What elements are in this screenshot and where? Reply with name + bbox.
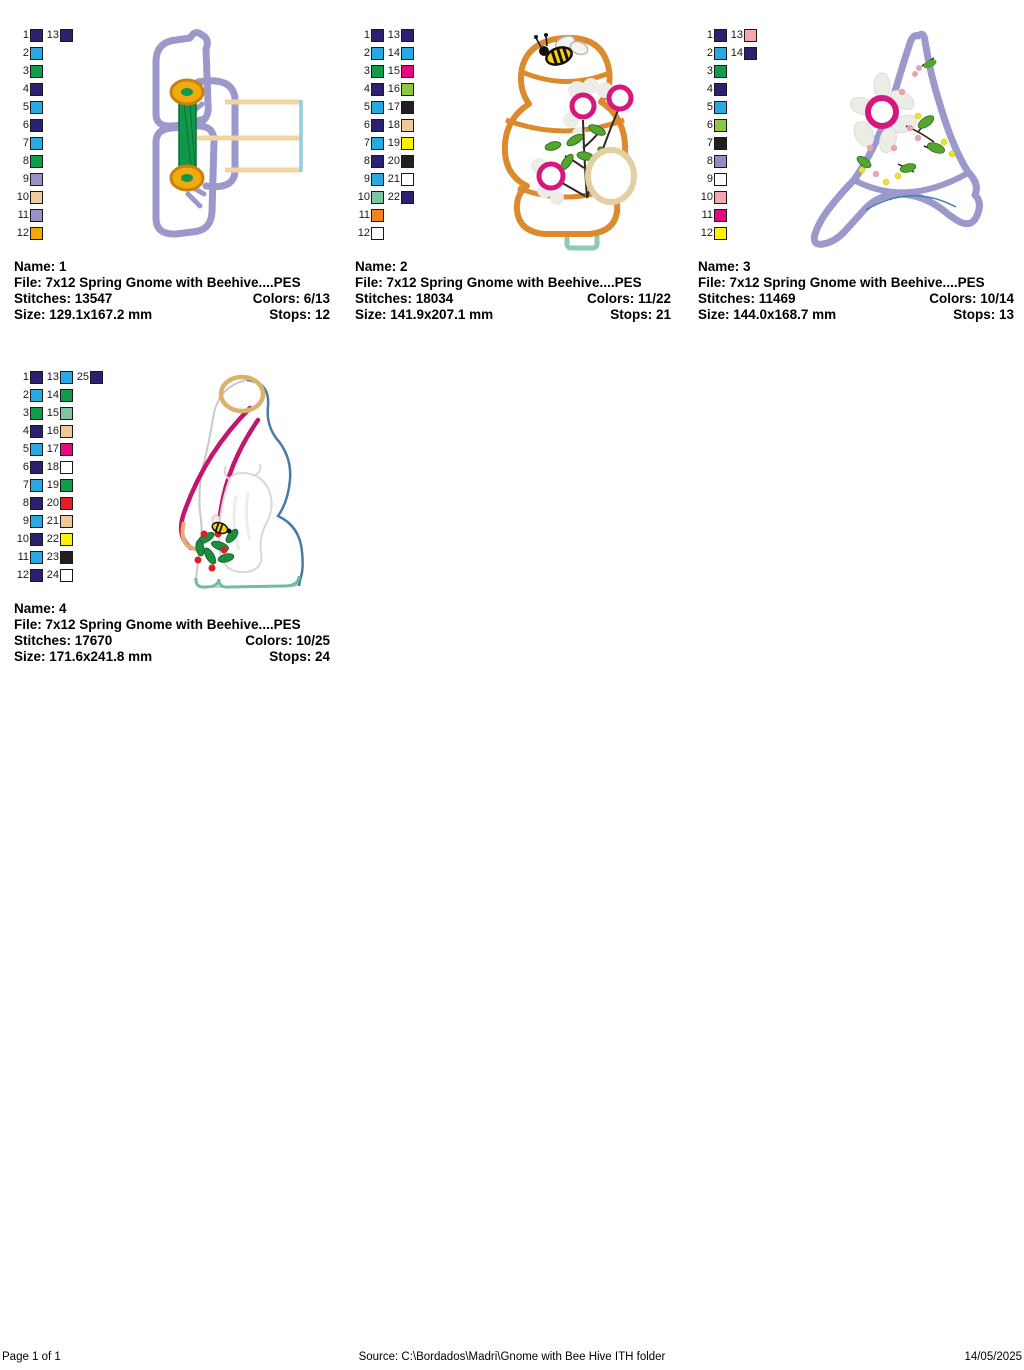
palette-entry: [698, 152, 728, 170]
palette-entry: [355, 152, 385, 170]
design-info: [14, 259, 330, 323]
palette-entry: [44, 440, 74, 458]
design-size: Size: 171.6x241.8 mm: [14, 649, 153, 664]
thread-color-swatch: [744, 47, 757, 60]
palette-entry: [14, 26, 44, 44]
design-card-2: [355, 24, 671, 324]
design-stops: Stops: 12: [269, 307, 330, 322]
design-stitches: Stitches: 17670: [14, 633, 113, 648]
palette-entry: [698, 116, 728, 134]
thread-color-swatch: [30, 47, 43, 60]
palette-entry: [14, 224, 44, 242]
thread-color-swatch: [30, 137, 43, 150]
thread-color-swatch: [30, 173, 43, 186]
palette-entry: [14, 494, 44, 512]
palette-entry: [44, 512, 74, 530]
thread-number: 7: [363, 137, 370, 149]
palette-entry: [698, 134, 728, 152]
palette-entry: [698, 188, 728, 206]
thread-color-swatch: [30, 443, 43, 456]
thread-number: 3: [363, 65, 370, 77]
thread-color-swatch: [714, 101, 727, 114]
palette-entry: [44, 422, 74, 440]
design-file: File: 7x12 Spring Gnome with Beehive....PES: [355, 275, 642, 290]
thread-color-swatch: [401, 101, 414, 114]
thread-color-swatch: [60, 461, 73, 474]
thread-number: 8: [706, 155, 713, 167]
palette-entry: [14, 548, 44, 566]
thread-color-swatch: [371, 209, 384, 222]
thread-color-swatch: [401, 119, 414, 132]
palette-entry: [698, 62, 728, 80]
thread-number: 12: [357, 227, 370, 239]
palette-entry: [44, 530, 74, 548]
thread-color-swatch: [30, 569, 43, 582]
design-colors: Colors: 10/14: [929, 291, 1014, 306]
palette-entry: [698, 206, 728, 224]
thread-number: 7: [22, 479, 29, 491]
beehive-drawing: [487, 28, 652, 252]
thread-number: 5: [22, 101, 29, 113]
palette-entry: [14, 368, 44, 386]
thread-number: 15: [46, 407, 59, 419]
thread-color-swatch: [60, 389, 73, 402]
thread-number: 14: [46, 389, 59, 401]
design-info: [355, 259, 671, 323]
thread-number: 12: [700, 227, 713, 239]
thread-number: 13: [46, 371, 59, 383]
thread-color-swatch: [30, 533, 43, 546]
thread-color-swatch: [714, 137, 727, 150]
thread-number: 9: [706, 173, 713, 185]
thread-color-swatch: [401, 47, 414, 60]
design-file: File: 7x12 Spring Gnome with Beehive....PES: [698, 275, 985, 290]
thread-number: 12: [16, 569, 29, 581]
palette-entry: [385, 98, 415, 116]
palette-entry: [355, 26, 385, 44]
thread-number: 6: [22, 119, 29, 131]
thread-color-swatch: [60, 371, 73, 384]
thread-color-swatch: [60, 425, 73, 438]
thread-number: 11: [701, 209, 713, 221]
thread-number: 3: [22, 65, 29, 77]
thread-color-swatch: [30, 551, 43, 564]
palette-entry: [14, 134, 44, 152]
thread-color-swatch: [30, 65, 43, 78]
thread-color-palette: [14, 368, 104, 584]
thread-color-swatch: [30, 407, 43, 420]
palette-entry: [44, 26, 74, 44]
thread-number: 18: [46, 461, 59, 473]
thread-color-swatch: [371, 227, 384, 240]
thread-color-palette: [355, 26, 415, 242]
thread-number: 10: [700, 191, 713, 203]
date-label: 14/05/2025: [964, 1351, 1022, 1363]
thread-color-swatch: [60, 515, 73, 528]
design-name: Name: 1: [14, 259, 67, 274]
gnome-body-drawing: [140, 28, 335, 250]
palette-entry: [385, 134, 415, 152]
palette-entry: [44, 494, 74, 512]
thread-number: 24: [46, 569, 59, 581]
design-stops: Stops: 13: [953, 307, 1014, 322]
thread-number: 13: [46, 29, 59, 41]
thread-number: 16: [46, 425, 59, 437]
thread-number: 8: [22, 497, 29, 509]
thread-color-swatch: [30, 155, 43, 168]
palette-entry: [44, 548, 74, 566]
palette-entry: [14, 80, 44, 98]
thread-color-swatch: [371, 101, 384, 114]
palette-entry: [385, 152, 415, 170]
thread-number: 11: [358, 209, 370, 221]
design-size: Size: 129.1x167.2 mm: [14, 307, 153, 322]
palette-entry: [698, 98, 728, 116]
design-stops: Stops: 24: [269, 649, 330, 664]
palette-entry: [14, 476, 44, 494]
palette-entry: [355, 98, 385, 116]
thread-number: 6: [706, 119, 713, 131]
design-colors: Colors: 10/25: [245, 633, 330, 648]
palette-entry: [44, 566, 74, 584]
thread-number: 21: [387, 173, 400, 185]
thread-color-swatch: [714, 227, 727, 240]
thread-color-swatch: [60, 551, 73, 564]
palette-entry: [74, 368, 104, 386]
design-info: [14, 601, 330, 665]
palette-entry: [728, 44, 758, 62]
thread-color-swatch: [30, 389, 43, 402]
thread-number: 21: [46, 515, 59, 527]
palette-entry: [698, 224, 728, 242]
thread-color-swatch: [30, 461, 43, 474]
thread-color-swatch: [371, 65, 384, 78]
thread-number: 8: [363, 155, 370, 167]
thread-number: 20: [387, 155, 400, 167]
thread-number: 14: [730, 47, 743, 59]
thread-color-swatch: [371, 83, 384, 96]
thread-color-swatch: [30, 209, 43, 222]
gnome-full-drawing: [154, 368, 344, 592]
thread-color-swatch: [30, 479, 43, 492]
design-stitches: Stitches: 18034: [355, 291, 454, 306]
palette-entry: [698, 44, 728, 62]
thread-number: 19: [387, 137, 400, 149]
page-number: Page 1 of 1: [2, 1351, 61, 1363]
palette-entry: [385, 80, 415, 98]
thread-color-swatch: [371, 119, 384, 132]
thread-number: 9: [363, 173, 370, 185]
thread-number: 6: [363, 119, 370, 131]
palette-entry: [385, 188, 415, 206]
page-footer: [0, 1351, 1024, 1367]
thread-number: 25: [76, 371, 89, 383]
gnome-hat-artwork: [806, 30, 990, 252]
thread-color-swatch: [371, 47, 384, 60]
thread-color-swatch: [401, 191, 414, 204]
thread-color-swatch: [714, 119, 727, 132]
thread-number: 2: [22, 389, 29, 401]
palette-entry: [14, 404, 44, 422]
thread-color-swatch: [30, 29, 43, 42]
thread-color-swatch: [371, 191, 384, 204]
design-name: Name: 2: [355, 259, 408, 274]
thread-color-swatch: [401, 65, 414, 78]
palette-entry: [14, 512, 44, 530]
palette-entry: [14, 62, 44, 80]
palette-entry: [385, 26, 415, 44]
palette-entry: [14, 152, 44, 170]
palette-entry: [14, 170, 44, 188]
thread-number: 22: [387, 191, 400, 203]
thread-color-swatch: [60, 479, 73, 492]
palette-entry: [355, 62, 385, 80]
design-file: File: 7x12 Spring Gnome with Beehive....PES: [14, 617, 301, 632]
palette-entry: [14, 44, 44, 62]
thread-number: 1: [22, 29, 29, 41]
palette-entry: [698, 26, 728, 44]
palette-entry: [355, 134, 385, 152]
thread-number: 10: [16, 533, 29, 545]
thread-color-swatch: [60, 533, 73, 546]
thread-number: 10: [16, 191, 29, 203]
palette-entry: [14, 530, 44, 548]
palette-entry: [14, 440, 44, 458]
design-size: Size: 141.9x207.1 mm: [355, 307, 494, 322]
thread-number: 4: [22, 425, 29, 437]
thread-number: 13: [387, 29, 400, 41]
palette-entry: [44, 368, 74, 386]
gnome-full-artwork: [154, 368, 344, 592]
palette-entry: [728, 26, 758, 44]
gnome-body-artwork: [140, 28, 335, 250]
thread-color-swatch: [714, 47, 727, 60]
thread-color-swatch: [744, 29, 757, 42]
thread-number: 17: [387, 101, 400, 113]
palette-entry: [355, 44, 385, 62]
thread-number: 10: [357, 191, 370, 203]
palette-entry: [355, 206, 385, 224]
thread-color-swatch: [401, 155, 414, 168]
thread-number: 12: [16, 227, 29, 239]
thread-number: 17: [46, 443, 59, 455]
thread-color-swatch: [30, 371, 43, 384]
thread-color-swatch: [401, 137, 414, 150]
thread-color-swatch: [714, 191, 727, 204]
design-name: Name: 3: [698, 259, 751, 274]
thread-color-swatch: [401, 173, 414, 186]
thread-number: 14: [387, 47, 400, 59]
palette-entry: [14, 566, 44, 584]
palette-entry: [44, 476, 74, 494]
design-card-4: [14, 366, 330, 666]
design-file: File: 7x12 Spring Gnome with Beehive....PES: [14, 275, 301, 290]
thread-color-swatch: [30, 515, 43, 528]
thread-number: 2: [363, 47, 370, 59]
palette-entry: [355, 170, 385, 188]
thread-number: 11: [17, 209, 29, 221]
thread-number: 4: [363, 83, 370, 95]
thread-number: 2: [22, 47, 29, 59]
thread-color-swatch: [60, 443, 73, 456]
thread-number: 16: [387, 83, 400, 95]
thread-color-swatch: [60, 407, 73, 420]
palette-entry: [698, 170, 728, 188]
thread-number: 9: [22, 173, 29, 185]
thread-color-swatch: [714, 173, 727, 186]
thread-color-swatch: [714, 83, 727, 96]
thread-number: 4: [22, 83, 29, 95]
thread-number: 2: [706, 47, 713, 59]
thread-number: 8: [22, 155, 29, 167]
thread-color-swatch: [714, 65, 727, 78]
design-card-1: [14, 24, 330, 324]
thread-number: 7: [22, 137, 29, 149]
gnome-hat-drawing: [806, 30, 990, 252]
beehive-artwork: [487, 28, 652, 252]
design-stops: Stops: 21: [610, 307, 671, 322]
thread-color-swatch: [401, 83, 414, 96]
thread-color-swatch: [30, 497, 43, 510]
thread-color-palette: [14, 26, 74, 242]
palette-entry: [385, 44, 415, 62]
design-stitches: Stitches: 11469: [698, 291, 796, 306]
thread-number: 11: [17, 551, 29, 563]
palette-entry: [44, 458, 74, 476]
design-colors: Colors: 6/13: [252, 291, 330, 306]
thread-number: 15: [387, 65, 400, 77]
thread-color-swatch: [60, 29, 73, 42]
palette-entry: [14, 188, 44, 206]
thread-number: 1: [22, 371, 29, 383]
palette-entry: [698, 80, 728, 98]
thread-color-swatch: [30, 119, 43, 132]
thread-color-swatch: [371, 173, 384, 186]
palette-entry: [355, 224, 385, 242]
design-name: Name: 4: [14, 601, 67, 616]
thread-number: 19: [46, 479, 59, 491]
thread-number: 20: [46, 497, 59, 509]
palette-entry: [385, 170, 415, 188]
thread-number: 5: [363, 101, 370, 113]
palette-entry: [385, 62, 415, 80]
thread-color-swatch: [30, 425, 43, 438]
thread-color-swatch: [714, 209, 727, 222]
thread-color-swatch: [60, 497, 73, 510]
thread-number: 6: [22, 461, 29, 473]
design-size: Size: 144.0x168.7 mm: [698, 307, 837, 322]
thread-number: 5: [22, 443, 29, 455]
thread-number: 22: [46, 533, 59, 545]
thread-number: 3: [22, 407, 29, 419]
thread-number: 13: [730, 29, 743, 41]
design-stitches: Stitches: 13547: [14, 291, 113, 306]
palette-entry: [355, 116, 385, 134]
palette-entry: [14, 116, 44, 134]
thread-number: 1: [363, 29, 370, 41]
thread-color-swatch: [371, 29, 384, 42]
palette-entry: [14, 458, 44, 476]
thread-color-swatch: [30, 101, 43, 114]
design-colors: Colors: 11/22: [586, 291, 671, 306]
thread-color-swatch: [714, 155, 727, 168]
thread-color-swatch: [90, 371, 103, 384]
thread-color-swatch: [30, 191, 43, 204]
thread-color-swatch: [371, 137, 384, 150]
thread-color-swatch: [714, 29, 727, 42]
thread-color-swatch: [30, 83, 43, 96]
palette-entry: [355, 188, 385, 206]
palette-entry: [14, 422, 44, 440]
thread-number: 18: [387, 119, 400, 131]
thread-color-swatch: [30, 227, 43, 240]
thread-number: 3: [706, 65, 713, 77]
thread-number: 4: [706, 83, 713, 95]
palette-entry: [44, 404, 74, 422]
thread-color-swatch: [60, 569, 73, 582]
design-info: [698, 259, 1014, 323]
thread-color-swatch: [371, 155, 384, 168]
palette-entry: [14, 386, 44, 404]
design-card-3: [698, 24, 1014, 324]
thread-number: 1: [706, 29, 713, 41]
thread-color-palette: [698, 26, 758, 242]
thread-number: 5: [706, 101, 713, 113]
thread-color-swatch: [401, 29, 414, 42]
palette-entry: [355, 80, 385, 98]
source-path: Source: C:\Bordados\Madri\Gnome with Bee Hive ITH folder: [358, 1351, 666, 1363]
palette-entry: [14, 206, 44, 224]
thread-number: 7: [706, 137, 713, 149]
thread-number: 23: [46, 551, 59, 563]
palette-entry: [44, 386, 74, 404]
thread-number: 9: [22, 515, 29, 527]
palette-entry: [14, 98, 44, 116]
palette-entry: [385, 116, 415, 134]
